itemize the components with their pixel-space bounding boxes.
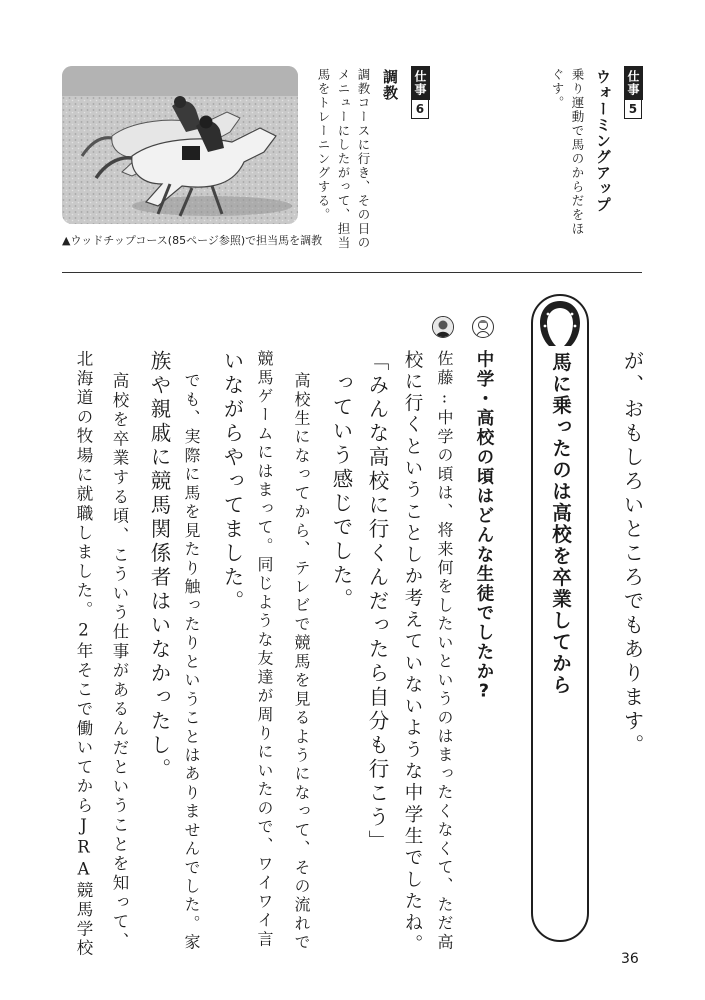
job-badge-6 [411,66,430,119]
body-text-column: 高校を卒業する頃、こういう仕事があるんだということを知って、 [110,372,129,952]
horseshoe-icon [533,296,587,350]
job-description-line: ぐす。 [550,68,565,110]
job-description-line: 調教コースに行き、その日の [356,68,371,250]
body-text-column: 校に行くということしか考えていないような中学生でしたね。 [402,350,423,957]
interviewee-photo-icon [433,317,453,337]
job-badge-label: 仕事 [624,66,643,100]
job-badge-5 [624,66,643,119]
body-text-column: っていう感じでした。 [329,372,353,612]
body-text-column: 「みんな高校に行くんだったら自分も行こう」 [365,350,389,854]
job-title: ウォーミングアップ [594,69,612,213]
job-title: 調教 [381,69,399,101]
body-text-column: 族や親戚に競馬関係者はいなかったし。 [147,350,171,782]
job-badge-number: 5 [624,100,642,119]
job-badge-label: 仕事 [411,66,430,100]
photo-caption: ▲ウッドチップコース(85ページ参照)で担当馬を調教 [62,234,323,247]
job-description-line: メニューにしたがって、担当 [336,68,351,250]
interviewer-face-icon [473,317,493,337]
body-text-column: 北海道の牧場に就職しました。2年そこで働いてからJRA競馬学校 [74,350,93,959]
body-text-column: でも、実際に馬を見たり触ったりということはありませんでした。家 [182,372,201,953]
body-text-column: 高校生になってから、テレビで競馬を見るようになって、その流れで [292,372,311,953]
section-title: 馬に乗ったのは高校を卒業してから [549,352,572,696]
question-heading: 中学・高校の頃はどんな生徒でしたか? [474,350,494,704]
interviewee-avatar [432,316,454,338]
horse-training-illustration [62,66,298,224]
section-divider [62,272,642,273]
page-number: 36 [621,951,639,967]
job-description-line: 乗り運動で馬のからだをほ [570,68,585,236]
body-text-column: 競馬ゲームにはまって。同じような友達が周りにいたので、ワイワイ言 [255,350,274,950]
body-text-column: いながらやってました。 [220,350,244,614]
body-text-column: 佐藤:中学の頃は、将来何をしたいというのはまったくなくて、ただ高 [435,350,454,953]
interviewer-avatar [472,316,494,338]
body-text-column: が、おもしろいところでもあります。 [620,350,644,758]
training-photo [62,66,298,224]
job-description-line: 馬をトレーニングする。 [316,68,331,222]
job-badge-number: 6 [411,100,429,119]
